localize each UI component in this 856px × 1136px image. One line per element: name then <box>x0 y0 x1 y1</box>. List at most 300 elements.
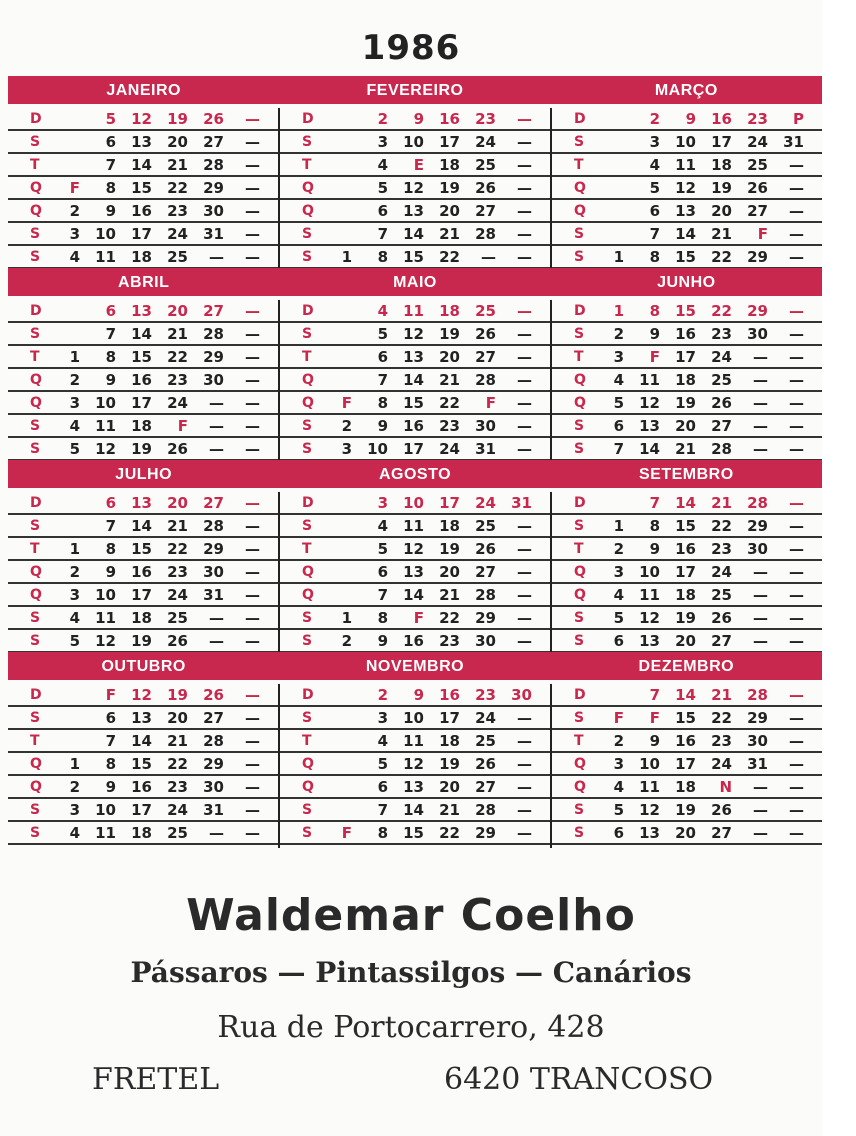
weekday-letter: Q <box>574 394 586 411</box>
day-cell: 29 <box>747 516 768 535</box>
weekday-letter: D <box>574 302 586 319</box>
day-cell: 6 <box>377 777 388 796</box>
day-cell: — <box>789 685 804 704</box>
month-table <box>278 684 550 848</box>
week-row <box>552 584 822 607</box>
day-cell: — <box>789 347 804 366</box>
day-cell: — <box>789 370 804 389</box>
day-cell: — <box>789 393 804 412</box>
day-cell: 26 <box>203 109 224 128</box>
day-cell: 3 <box>377 708 388 727</box>
week-row <box>280 415 550 438</box>
weekday-letter: S <box>302 325 313 342</box>
day-cell: 16 <box>131 201 152 220</box>
weekday-letter: S <box>30 440 41 457</box>
day-cell: F <box>649 347 660 366</box>
day-cell: 15 <box>131 539 152 558</box>
day-cell: 5 <box>649 178 660 197</box>
day-cell: 23 <box>167 562 188 581</box>
day-cell: — <box>245 416 260 435</box>
day-cell: 29 <box>203 347 224 366</box>
day-cell: 14 <box>403 224 424 243</box>
day-cell: — <box>789 178 804 197</box>
day-cell: 6 <box>105 301 116 320</box>
day-cell: — <box>789 224 804 243</box>
quarter-block <box>8 76 822 268</box>
week-row <box>280 131 550 154</box>
day-cell: 13 <box>403 347 424 366</box>
day-cell: 22 <box>167 178 188 197</box>
day-cell: 14 <box>639 439 660 458</box>
day-cell: 10 <box>95 800 116 819</box>
day-cell: — <box>789 731 804 750</box>
day-cell: — <box>753 800 768 819</box>
day-cell: 8 <box>649 516 660 535</box>
weekday-letter: Q <box>302 179 314 196</box>
day-cell: — <box>517 393 532 412</box>
day-cell: 16 <box>675 731 696 750</box>
day-cell: — <box>789 247 804 266</box>
week-row <box>552 438 822 461</box>
weekday-letter: T <box>302 540 312 557</box>
day-cell: 9 <box>649 324 660 343</box>
weekday-letter: Q <box>302 394 314 411</box>
day-cell: 25 <box>167 823 188 842</box>
day-cell: 5 <box>613 608 624 627</box>
day-cell: 17 <box>439 493 460 512</box>
week-row <box>8 438 278 461</box>
day-cell: 17 <box>131 585 152 604</box>
day-cell: 11 <box>95 608 116 627</box>
weekday-letter: S <box>574 824 585 841</box>
weekday-letter: S <box>302 824 313 841</box>
day-cell: 5 <box>105 109 116 128</box>
day-cell: 12 <box>403 539 424 558</box>
day-cell: 9 <box>413 685 424 704</box>
day-cell: 28 <box>475 370 496 389</box>
day-cell: 2 <box>377 109 388 128</box>
day-cell: 28 <box>203 731 224 750</box>
day-cell: 25 <box>747 155 768 174</box>
day-cell: 9 <box>649 731 660 750</box>
day-cell: 16 <box>439 109 460 128</box>
month-name: JANEIRO <box>106 82 181 99</box>
day-cell: 8 <box>105 347 116 366</box>
day-cell: 25 <box>167 608 188 627</box>
day-cell: 11 <box>95 416 116 435</box>
weekday-letter: Q <box>30 179 42 196</box>
day-cell: 19 <box>439 324 460 343</box>
day-cell: 27 <box>475 201 496 220</box>
day-cell: 15 <box>675 516 696 535</box>
day-cell: F <box>177 416 188 435</box>
day-cell: 26 <box>475 754 496 773</box>
week-row <box>552 492 822 515</box>
postal-town: 6420 TRANCOSO <box>444 1062 714 1097</box>
day-cell: 3 <box>649 132 660 151</box>
month-name: SETEMBRO <box>638 466 734 483</box>
day-cell: 12 <box>95 631 116 650</box>
week-row <box>552 223 822 246</box>
weekday-letter: S <box>302 225 313 242</box>
month-header-bar <box>8 460 822 488</box>
day-cell: 24 <box>167 800 188 819</box>
week-row <box>552 300 822 323</box>
day-cell: 23 <box>475 685 496 704</box>
week-row <box>280 538 550 561</box>
weekday-letter: S <box>574 801 585 818</box>
month-table <box>278 300 550 464</box>
day-cell: 5 <box>377 324 388 343</box>
day-cell: 23 <box>475 109 496 128</box>
weekday-letter: D <box>302 494 314 511</box>
day-cell: 3 <box>69 224 80 243</box>
day-cell: 23 <box>439 631 460 650</box>
weekday-letter: T <box>574 540 584 557</box>
week-row <box>8 200 278 223</box>
day-cell: 8 <box>377 608 388 627</box>
day-cell: 17 <box>131 224 152 243</box>
day-cell: — <box>517 608 532 627</box>
day-cell: 27 <box>475 562 496 581</box>
quarter-block <box>8 460 822 652</box>
day-cell: 4 <box>69 608 80 627</box>
week-row <box>552 131 822 154</box>
day-cell: — <box>245 132 260 151</box>
day-cell: 5 <box>377 754 388 773</box>
day-cell: 20 <box>167 132 188 151</box>
day-cell: — <box>517 439 532 458</box>
day-cell: — <box>753 823 768 842</box>
day-cell: 12 <box>131 685 152 704</box>
weekday-letter: D <box>30 494 42 511</box>
day-cell: 2 <box>69 562 80 581</box>
week-row <box>8 630 278 653</box>
day-cell: 2 <box>341 416 352 435</box>
weekday-letter: Q <box>30 586 42 603</box>
day-cell: 19 <box>675 608 696 627</box>
day-cell: 16 <box>131 370 152 389</box>
day-cell: 5 <box>613 393 624 412</box>
day-cell: — <box>517 585 532 604</box>
day-cell: 4 <box>613 370 624 389</box>
day-cell: 17 <box>711 132 732 151</box>
day-cell: — <box>245 708 260 727</box>
day-cell: 4 <box>69 247 80 266</box>
week-row <box>280 369 550 392</box>
weekday-letter: D <box>30 686 42 703</box>
day-cell: 17 <box>439 708 460 727</box>
week-row <box>280 438 550 461</box>
day-cell: 23 <box>711 731 732 750</box>
day-cell: 18 <box>675 370 696 389</box>
day-cell: 13 <box>131 493 152 512</box>
day-cell: — <box>789 562 804 581</box>
day-cell: 19 <box>131 631 152 650</box>
day-cell: 16 <box>131 777 152 796</box>
day-cell: — <box>753 562 768 581</box>
day-cell: — <box>753 631 768 650</box>
day-cell: 18 <box>675 585 696 604</box>
day-cell: — <box>209 416 224 435</box>
week-row <box>280 200 550 223</box>
day-cell: 19 <box>675 393 696 412</box>
day-cell: 7 <box>105 731 116 750</box>
day-cell: 31 <box>203 585 224 604</box>
day-cell: 9 <box>413 109 424 128</box>
day-cell: 21 <box>167 155 188 174</box>
weekday-letter: S <box>30 801 41 818</box>
day-cell: 13 <box>403 201 424 220</box>
day-cell: 28 <box>475 800 496 819</box>
products-line: Pássaros — Pintassilgos — Canários <box>130 956 692 989</box>
day-cell: 21 <box>439 800 460 819</box>
week-row <box>552 515 822 538</box>
quarter-block <box>8 652 822 844</box>
week-row <box>552 707 822 730</box>
week-row <box>552 799 822 822</box>
day-cell: — <box>517 708 532 727</box>
day-cell: 10 <box>95 224 116 243</box>
day-cell: 3 <box>69 393 80 412</box>
day-cell: 7 <box>105 516 116 535</box>
day-cell: — <box>517 516 532 535</box>
day-cell: 27 <box>203 132 224 151</box>
day-cell: — <box>517 631 532 650</box>
day-cell: F <box>413 608 424 627</box>
day-cell: — <box>245 539 260 558</box>
weekday-letter: D <box>30 302 42 319</box>
day-cell: 30 <box>203 201 224 220</box>
day-cell: 27 <box>711 631 732 650</box>
day-cell: 14 <box>131 324 152 343</box>
day-cell: 7 <box>649 685 660 704</box>
day-cell: 15 <box>131 347 152 366</box>
weekday-letter: Q <box>30 371 42 388</box>
day-cell: 28 <box>747 685 768 704</box>
months-grid <box>8 76 822 844</box>
day-cell: 24 <box>167 224 188 243</box>
day-cell: — <box>517 155 532 174</box>
day-cell: — <box>517 109 532 128</box>
day-cell: — <box>517 347 532 366</box>
day-cell: 20 <box>711 201 732 220</box>
month-table <box>550 108 822 272</box>
day-cell: 10 <box>95 585 116 604</box>
day-cell: 9 <box>105 201 116 220</box>
week-row <box>280 515 550 538</box>
day-cell: 12 <box>639 393 660 412</box>
day-cell: 1 <box>69 347 80 366</box>
day-cell: 5 <box>69 631 80 650</box>
weekday-letter: S <box>30 824 41 841</box>
day-cell: 15 <box>403 393 424 412</box>
day-cell: — <box>789 416 804 435</box>
day-cell: — <box>789 155 804 174</box>
day-cell: 26 <box>475 178 496 197</box>
weekday-letter: Q <box>302 371 314 388</box>
day-cell: 7 <box>377 800 388 819</box>
day-cell: 5 <box>377 539 388 558</box>
day-cell: 24 <box>475 493 496 512</box>
weekday-letter: Q <box>302 755 314 772</box>
day-cell: 26 <box>747 178 768 197</box>
month-name: MAIO <box>393 274 437 291</box>
week-row <box>552 369 822 392</box>
day-cell: 18 <box>675 777 696 796</box>
day-cell: 18 <box>439 301 460 320</box>
day-cell: 29 <box>203 539 224 558</box>
day-cell: — <box>209 393 224 412</box>
week-row <box>280 392 550 415</box>
day-cell: 10 <box>403 493 424 512</box>
day-cell: — <box>517 178 532 197</box>
day-cell: 16 <box>439 685 460 704</box>
day-cell: 23 <box>167 370 188 389</box>
day-cell: 4 <box>377 155 388 174</box>
day-cell: 27 <box>203 301 224 320</box>
day-cell: 28 <box>203 516 224 535</box>
day-cell: 21 <box>167 324 188 343</box>
weekday-letter: Q <box>302 778 314 795</box>
day-cell: 3 <box>613 562 624 581</box>
day-cell: — <box>245 685 260 704</box>
month-header-bar <box>8 76 822 104</box>
day-cell: 4 <box>377 516 388 535</box>
day-cell: F <box>341 393 352 412</box>
day-cell: — <box>753 777 768 796</box>
week-row <box>280 346 550 369</box>
day-cell: F <box>649 708 660 727</box>
week-row <box>8 392 278 415</box>
month-tables-row <box>8 104 822 272</box>
day-cell: 4 <box>613 777 624 796</box>
day-cell: — <box>245 347 260 366</box>
day-cell: 26 <box>475 539 496 558</box>
day-cell: — <box>789 823 804 842</box>
day-cell: — <box>245 201 260 220</box>
day-cell: 8 <box>649 301 660 320</box>
weekday-letter: S <box>30 133 41 150</box>
day-cell: 2 <box>377 685 388 704</box>
day-cell: 10 <box>95 393 116 412</box>
day-cell: F <box>757 224 768 243</box>
month-name: ABRIL <box>117 274 170 291</box>
day-cell: 27 <box>203 708 224 727</box>
day-cell: 24 <box>475 132 496 151</box>
day-cell: 1 <box>341 247 352 266</box>
week-row <box>552 200 822 223</box>
weekday-letter: S <box>30 248 41 265</box>
day-cell: 26 <box>167 631 188 650</box>
weekday-letter: Q <box>574 371 586 388</box>
day-cell: 22 <box>439 608 460 627</box>
day-cell: — <box>245 439 260 458</box>
day-cell: 2 <box>69 201 80 220</box>
day-cell: 14 <box>131 731 152 750</box>
week-row <box>552 776 822 799</box>
day-cell: 12 <box>95 439 116 458</box>
day-cell: F <box>485 393 496 412</box>
weekday-letter: Q <box>30 202 42 219</box>
day-cell: 30 <box>203 370 224 389</box>
day-cell: 10 <box>639 562 660 581</box>
day-cell: 17 <box>439 132 460 151</box>
week-row <box>8 584 278 607</box>
day-cell: 11 <box>403 516 424 535</box>
month-name: NOVEMBRO <box>365 658 465 675</box>
day-cell: 27 <box>203 493 224 512</box>
day-cell: 13 <box>403 777 424 796</box>
day-cell: 16 <box>403 631 424 650</box>
day-cell: 28 <box>747 493 768 512</box>
day-cell: 22 <box>167 539 188 558</box>
day-cell: 22 <box>167 754 188 773</box>
day-cell: 13 <box>675 201 696 220</box>
week-row <box>280 246 550 269</box>
day-cell: 14 <box>131 155 152 174</box>
day-cell: — <box>789 708 804 727</box>
month-name: JUNHO <box>657 274 716 291</box>
day-cell: 14 <box>403 585 424 604</box>
week-row <box>280 799 550 822</box>
day-cell: 21 <box>439 224 460 243</box>
day-cell: — <box>789 631 804 650</box>
day-cell: 23 <box>167 201 188 220</box>
day-cell: 24 <box>711 347 732 366</box>
day-cell: — <box>789 585 804 604</box>
week-row <box>280 684 550 707</box>
day-cell: 22 <box>711 516 732 535</box>
day-cell: — <box>245 731 260 750</box>
week-row <box>552 177 822 200</box>
day-cell: 26 <box>711 800 732 819</box>
weekday-letter: S <box>574 709 585 726</box>
day-cell: — <box>517 800 532 819</box>
day-cell: 29 <box>747 301 768 320</box>
week-row <box>552 392 822 415</box>
day-cell: 19 <box>167 685 188 704</box>
day-cell: 12 <box>403 754 424 773</box>
day-cell: — <box>517 562 532 581</box>
week-row <box>8 538 278 561</box>
month-table <box>8 300 278 464</box>
day-cell: — <box>245 608 260 627</box>
weekday-letter: Q <box>30 394 42 411</box>
day-cell: 20 <box>675 823 696 842</box>
day-cell: 7 <box>649 224 660 243</box>
day-cell: — <box>517 731 532 750</box>
street-address: Rua de Portocarrero, 428 <box>217 1010 605 1045</box>
day-cell: 18 <box>439 155 460 174</box>
day-cell: 12 <box>639 800 660 819</box>
day-cell: — <box>789 754 804 773</box>
month-header-bar <box>8 652 822 680</box>
day-cell: — <box>245 585 260 604</box>
day-cell: 12 <box>403 324 424 343</box>
day-cell: 11 <box>95 823 116 842</box>
weekday-letter: S <box>574 609 585 626</box>
day-cell: 20 <box>439 562 460 581</box>
day-cell: 7 <box>105 155 116 174</box>
weekday-letter: D <box>574 686 586 703</box>
day-cell: 24 <box>711 562 732 581</box>
day-cell: 30 <box>511 685 532 704</box>
day-cell: 2 <box>69 777 80 796</box>
week-row <box>552 753 822 776</box>
day-cell: — <box>753 439 768 458</box>
day-cell: F <box>69 178 80 197</box>
